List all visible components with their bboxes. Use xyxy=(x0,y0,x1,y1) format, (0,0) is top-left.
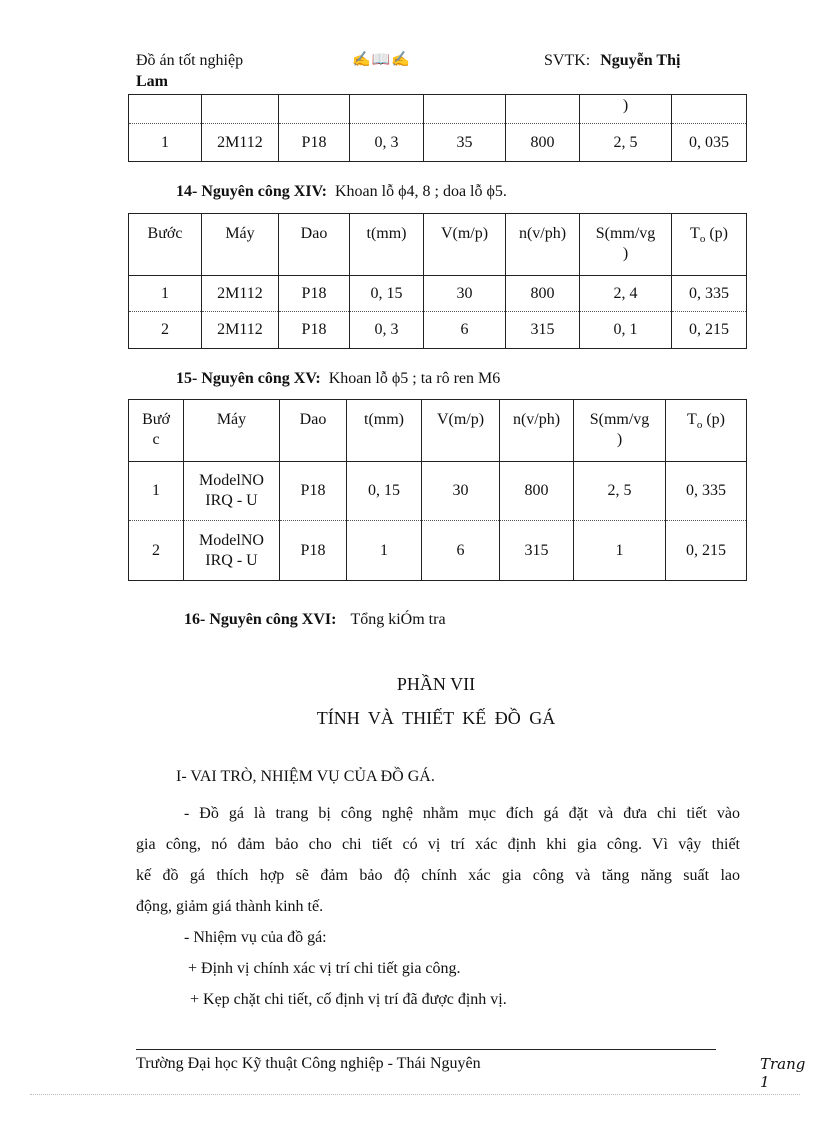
section-16-heading: 16- Nguyên công XVI: Tổng kiÓm tra xyxy=(184,611,446,628)
table-cell: 800 xyxy=(500,462,574,521)
col-header: Máy xyxy=(184,400,280,462)
col-header: Bước xyxy=(129,214,202,276)
section-14-heading: 14- Nguyên công XIV: Khoan lỗ ϕ4, 8 ; doa lỗ ϕ5. xyxy=(176,183,507,200)
table-cell: 35 xyxy=(424,124,506,162)
table-cell: 1 xyxy=(574,521,666,581)
col-header: S(mm/vg ) xyxy=(574,400,666,462)
col-header: Bướ c xyxy=(129,400,184,462)
table-cell: 0, 335 xyxy=(672,276,747,312)
table-cell: 2M112 xyxy=(202,276,279,312)
table-cell: 1 xyxy=(129,276,202,312)
table-cell: P18 xyxy=(279,312,350,349)
svtk-name: Nguyễn Thị xyxy=(600,52,681,69)
table-cell: P18 xyxy=(279,124,350,162)
table-cell: P18 xyxy=(279,276,350,312)
section-15-heading: 15- Nguyên công XV: Khoan lỗ ϕ5 ; ta rô ren M6 xyxy=(176,370,501,387)
table-cell: 2M112 xyxy=(202,124,279,162)
part-subtitle: TÍNH VÀ THIẾT KẾ ĐỒ GÁ xyxy=(316,708,556,728)
table-cell: 6 xyxy=(424,312,506,349)
table-cell: 1 xyxy=(129,462,184,521)
col-header: V(m/p) xyxy=(422,400,500,462)
table-top-fragment xyxy=(128,94,747,162)
table-cell: 0, 3 xyxy=(350,312,424,349)
table-row xyxy=(129,124,747,162)
header-right xyxy=(544,50,680,72)
header-name-cont: Lam xyxy=(136,73,168,90)
table-cell: 1 xyxy=(129,124,202,162)
table-cell: 1 xyxy=(347,521,422,581)
col-header: Máy xyxy=(202,214,279,276)
body-paragraph xyxy=(136,798,740,1015)
table-cell: 30 xyxy=(424,276,506,312)
table-cell xyxy=(129,95,202,124)
table-row xyxy=(129,462,747,521)
table-cell: ModelNO IRQ - U xyxy=(184,462,280,521)
table-cell: 0, 1 xyxy=(580,312,672,349)
table-row xyxy=(129,521,747,581)
table-row xyxy=(129,95,747,124)
table-cell: ModelNO IRQ - U xyxy=(184,521,280,581)
table-cell: 800 xyxy=(506,124,580,162)
table-header-row xyxy=(129,400,747,462)
header-left xyxy=(136,50,243,93)
table-header-row xyxy=(129,214,747,276)
table-cell: 0, 3 xyxy=(350,124,424,162)
col-header: V(m/p) xyxy=(424,214,506,276)
table-cell: ) xyxy=(580,95,672,124)
table-row xyxy=(129,312,747,349)
col-header: Dao xyxy=(279,214,350,276)
para-line: gia công, nó đảm bảo cho chi tiết có vị trí xác định khi gia công. Vì vậy thiết xyxy=(136,836,740,853)
para-line: - Đồ gá là trang bị công nghệ nhằm mục đích gá đặt và đưa chi tiết vào xyxy=(184,805,740,822)
col-header: S(mm/vg ) xyxy=(580,214,672,276)
col-header: t(mm) xyxy=(350,214,424,276)
table-cell: 315 xyxy=(500,521,574,581)
table-cell: 0, 215 xyxy=(672,312,747,349)
table-cell: 30 xyxy=(422,462,500,521)
col-header: t(mm) xyxy=(347,400,422,462)
table-cell: 2 xyxy=(129,521,184,581)
svtk-label: SVTK: xyxy=(544,52,591,69)
table-cell xyxy=(350,95,424,124)
table-cell: 0, 15 xyxy=(347,462,422,521)
footer-school: Trường Đại học Kỹ thuật Công nghiệp - Thái Nguyên xyxy=(136,1055,481,1072)
table-cell: 0, 035 xyxy=(672,124,747,162)
table-cell: 2, 5 xyxy=(574,462,666,521)
table-cell xyxy=(202,95,279,124)
table-cell xyxy=(279,95,350,124)
part-title: PHẦN VII xyxy=(396,674,476,694)
table-cell: P18 xyxy=(280,521,347,581)
task-item: + Kẹp chặt chi tiết, cố định vị trí đã được định vị. xyxy=(190,991,507,1008)
table-cell: 0, 215 xyxy=(666,521,747,581)
col-header: Dao xyxy=(280,400,347,462)
col-header: $T_o$ (p) xyxy=(666,400,747,462)
table-cell: 0, 15 xyxy=(350,276,424,312)
table-cell: 0, 335 xyxy=(666,462,747,521)
body-heading: I- VAI TRÒ, NHIỆM VỤ CỦA ĐỒ GÁ. xyxy=(176,768,435,785)
page-number: Trang 1 xyxy=(760,1055,806,1091)
page-edge-divider xyxy=(30,1094,800,1095)
table-cell xyxy=(672,95,747,124)
table-cell xyxy=(424,95,506,124)
table-cell: 800 xyxy=(506,276,580,312)
table-cell: 2M112 xyxy=(202,312,279,349)
table-row xyxy=(129,276,747,312)
col-header: $T_o$ (p) xyxy=(672,214,747,276)
table-cell: 2, 5 xyxy=(580,124,672,162)
footer-divider xyxy=(136,1049,716,1050)
col-header: n(v/ph) xyxy=(500,400,574,462)
table-15 xyxy=(128,399,747,581)
task-heading: - Nhiệm vụ của đồ gá: xyxy=(184,929,327,946)
task-item: + Định vị chính xác vị trí chi tiết gia công. xyxy=(188,960,461,977)
table-cell: 6 xyxy=(422,521,500,581)
table-cell: 2, 4 xyxy=(580,276,672,312)
header-title: Đồ án tốt nghiệp xyxy=(136,52,244,69)
col-header: n(v/ph) xyxy=(506,214,580,276)
book-ornament-icon: ✍📖✍ xyxy=(352,52,412,68)
table-cell: 2 xyxy=(129,312,202,349)
table-cell: 315 xyxy=(506,312,580,349)
table-cell: P18 xyxy=(280,462,347,521)
table-cell xyxy=(506,95,580,124)
para-line: kế đồ gá thích hợp sẽ đảm bảo độ chính xác gia công và tăng năng suất lao xyxy=(136,867,740,884)
para-line: động, giảm giá thành kinh tế. xyxy=(136,898,324,915)
table-14 xyxy=(128,213,747,349)
